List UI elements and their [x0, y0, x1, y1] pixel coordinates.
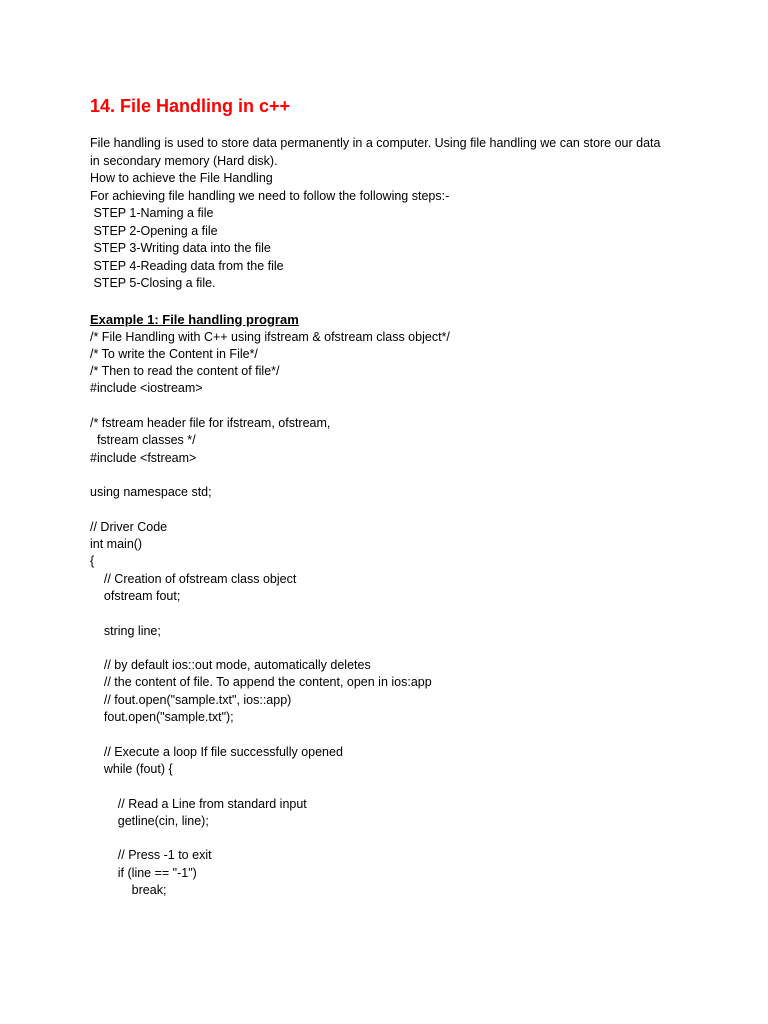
- code-line: fout.open("sample.txt");: [90, 710, 234, 725]
- code-line: // fout.open("sample.txt", ios::app): [90, 692, 292, 707]
- step-item: STEP 4-Reading data from the file: [90, 258, 284, 273]
- code-block: [90, 329, 690, 900]
- code-line: /* Then to read the content of file*/: [90, 364, 280, 379]
- code-line: /* To write the Content in File*/: [90, 346, 258, 361]
- code-line: // Read a Line from standard input: [90, 796, 307, 811]
- code-line: if (line == "-1"): [90, 865, 197, 880]
- code-line: fstream classes */: [90, 433, 196, 448]
- intro-paragraph: [90, 135, 690, 293]
- code-line: // Creation of ofstream class object: [90, 571, 297, 586]
- code-line: /* File Handling with C++ using ifstream & ofstream class object*/: [90, 329, 450, 344]
- code-line: ofstream fout;: [90, 588, 181, 603]
- step-item: STEP 1-Naming a file: [90, 206, 214, 220]
- step-item: STEP 5-Closing a file.: [90, 276, 216, 290]
- step-item: STEP 2-Opening a file: [90, 223, 218, 238]
- code-line: #include <fstream>: [90, 450, 197, 465]
- code-line: // the content of file. To append the content, open in ios:app: [90, 675, 432, 690]
- step-item: STEP 3-Writing data into the file: [90, 241, 271, 255]
- code-line: using namespace std;: [90, 485, 212, 500]
- code-line: break;: [90, 883, 167, 897]
- code-line: // Execute a loop If file successfully opened: [90, 744, 343, 759]
- code-line: [90, 605, 690, 622]
- code-line: [90, 726, 690, 743]
- code-line: int main(): [90, 537, 143, 552]
- intro-line: File handling is used to store data permanently in a computer. Using file handling we can store our data: [90, 136, 661, 150]
- code-line: #include <iostream>: [90, 381, 203, 396]
- code-line: [90, 501, 690, 518]
- page-title: 14. File Handling in c++: [90, 96, 291, 116]
- section-gap: [90, 293, 690, 311]
- code-line: /* fstream header file for ifstream, ofstream,: [90, 415, 331, 430]
- document-content: [90, 92, 690, 899]
- code-line: [90, 467, 690, 484]
- code-line: getline(cin, line);: [90, 813, 209, 828]
- intro-line: How to achieve the File Handling: [90, 171, 273, 185]
- intro-line: in secondary memory (Hard disk).: [90, 153, 278, 168]
- code-line: string line;: [90, 623, 161, 638]
- code-line: // Press -1 to exit: [90, 848, 212, 863]
- code-line: [90, 640, 690, 657]
- code-line: // by default ios::out mode, automatically deletes: [90, 658, 371, 673]
- code-line: [90, 398, 690, 415]
- code-line: while (fout) {: [90, 761, 173, 776]
- code-line: [90, 778, 690, 795]
- code-line: {: [90, 554, 95, 569]
- intro-line: For achieving file handling we need to follow the following steps:-: [90, 188, 450, 203]
- example-heading: Example 1: File handling program: [90, 311, 299, 327]
- code-line: [90, 830, 690, 847]
- code-line: // Driver Code: [90, 519, 168, 534]
